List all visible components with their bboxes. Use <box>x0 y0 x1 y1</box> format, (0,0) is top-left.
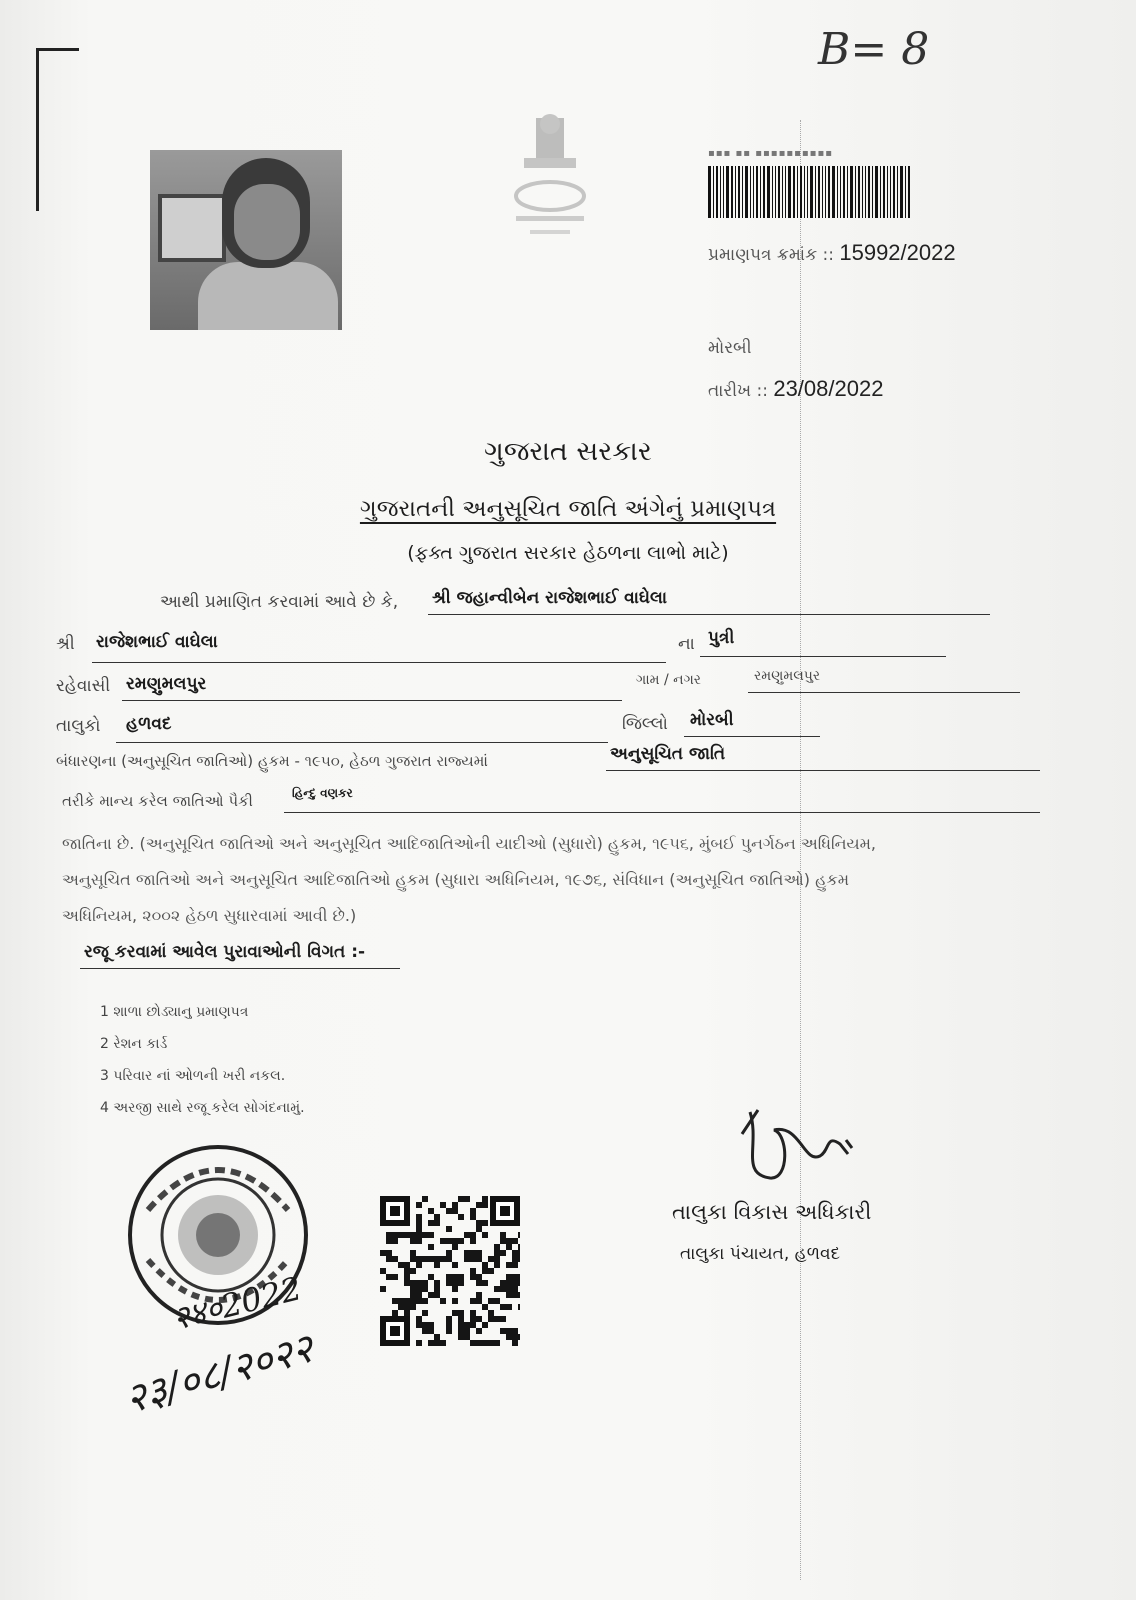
certificate-place: મોરબી <box>708 338 752 358</box>
evidence-item: 3 પરિવાર નાં ઓળની ખરી નકલ. <box>100 1068 286 1084</box>
barcode <box>708 166 944 218</box>
relation-label: ના <box>678 634 695 654</box>
signer-office: તાલુકા પંચાયત, હળવદ <box>680 1244 841 1264</box>
district: મોરબી <box>690 710 734 730</box>
legal-paragraph-line-3: અધિનિયમ, ૨૦૦૨ હેઠળ સુધારવામાં આવી છે.) <box>62 906 357 925</box>
government-emblem <box>506 112 594 252</box>
certificate-title: ગુજરાતની અનુસૂચિત જાતિ અંગેનું પ્રમાણપત્ર <box>359 496 777 522</box>
parent-name: રાજેશભાઈ વાઘેલા <box>96 632 218 652</box>
certificate-date-label: તારીખ :: <box>708 381 768 401</box>
resident-label: રહેવાસી <box>56 676 111 696</box>
handwritten-note: B= 8 <box>818 24 930 75</box>
evidence-title-rule <box>80 968 400 969</box>
barcode-caption: ▪▪▪ ▪▪ ▪▪▪▪▪▪▪▪▪▪ <box>708 148 834 159</box>
evidence-item: 4 અરજી સાથે રજૂ કરેલ સોગંદનામું. <box>100 1100 305 1116</box>
legal-paragraph-line-2: અનુસૂચિત જાતિઓ અને અનુસૂચિત આદિજાતિઓ હુકમ (સુધારા અધિનિયમ, ૧૯૭૬, સંવિધાન (અનુસૂચિત જાતિઓ) હુકમ <box>62 870 850 889</box>
certify-label: આથી પ્રમાણિત કરવામાં આવે છે કે, <box>160 592 399 612</box>
caste-rule <box>284 812 1040 813</box>
applicant-name: શ્રી જહાન્વીબેન રાજેશભાઈ વાઘેલા <box>432 588 667 608</box>
certificate-number-label: પ્રમાણપત્ર ક્રમાંક :: <box>708 245 834 265</box>
stamp-number: २४० <box>168 1288 227 1338</box>
recognized-label: તરીકે માન્ય કરેલ જાતિઓ પૈકી <box>62 792 253 810</box>
evidence-title: રજૂ કરવામાં આવેલ પુરાવાઓની વિગત :- <box>84 942 366 962</box>
certificate-date-row <box>708 376 883 402</box>
applicant-name-rule <box>428 614 990 615</box>
village-label: ગામ / નગર <box>636 672 702 688</box>
certificate-number-row <box>708 240 956 266</box>
resident: રમણુમલપુર <box>126 674 207 694</box>
caste: હિન્દુ વણકર <box>292 786 353 800</box>
district-rule <box>684 736 820 737</box>
evidence-item: 1 શાળા છોડ્યાનુ પ્રમાણપત્ર <box>100 1004 249 1020</box>
relation: પુત્રી <box>708 628 735 648</box>
legal-paragraph-line-1: જાતિના છે. (અનુસૂચિત જાતિઓ અને અનુસૂચિત આદિજાતિઓની યાદીઓ (સુધારો) હુકમ, ૧૯૫૬, મુંબઈ પુનર્ગઠન અધિનિયમ, <box>62 834 877 853</box>
applicant-photo <box>150 150 342 330</box>
officer-signature <box>730 1104 860 1184</box>
evidence-item: 2 રેશન કાર્ડ <box>100 1036 168 1052</box>
handwritten-date: २३/०८/२०२२ <box>119 1325 319 1423</box>
parent-name-rule <box>92 662 666 663</box>
village-rule <box>748 692 1020 693</box>
order-text: બંધારણના (અનુસૂચિત જાતિઓ) હુકમ - ૧૯૫૦, હેઠળ ગુજરાત રાજ્યમાં <box>56 752 488 770</box>
village: રમણુમલપુર <box>754 668 821 684</box>
relation-rule <box>700 656 946 657</box>
parent-prefix: શ્રી <box>56 634 75 654</box>
certificate-date: 23/08/2022 <box>773 376 884 401</box>
certificate-subtitle: (ફક્ત ગુજરાત સરકાર હેઠળના લાભો માટે) <box>407 542 729 564</box>
stamp-year: 2022 <box>217 1269 306 1326</box>
taluka-label: તાલુકો <box>56 716 101 736</box>
resident-rule <box>122 700 622 701</box>
taluka-rule <box>116 742 608 743</box>
caste-category-rule <box>606 770 1040 771</box>
government-title: ગુજરાત સરકાર <box>484 436 652 467</box>
certificate-number: 15992/2022 <box>839 240 956 265</box>
district-label: જિલ્લો <box>622 714 668 734</box>
frame-corner <box>36 48 79 211</box>
signer-designation: તાલુકા વિકાસ અધિકારી <box>672 1200 872 1224</box>
caste-category: અનુસૂચિત જાતિ <box>610 744 726 764</box>
taluka: હળવદ <box>126 714 172 734</box>
qr-code <box>380 1196 520 1346</box>
